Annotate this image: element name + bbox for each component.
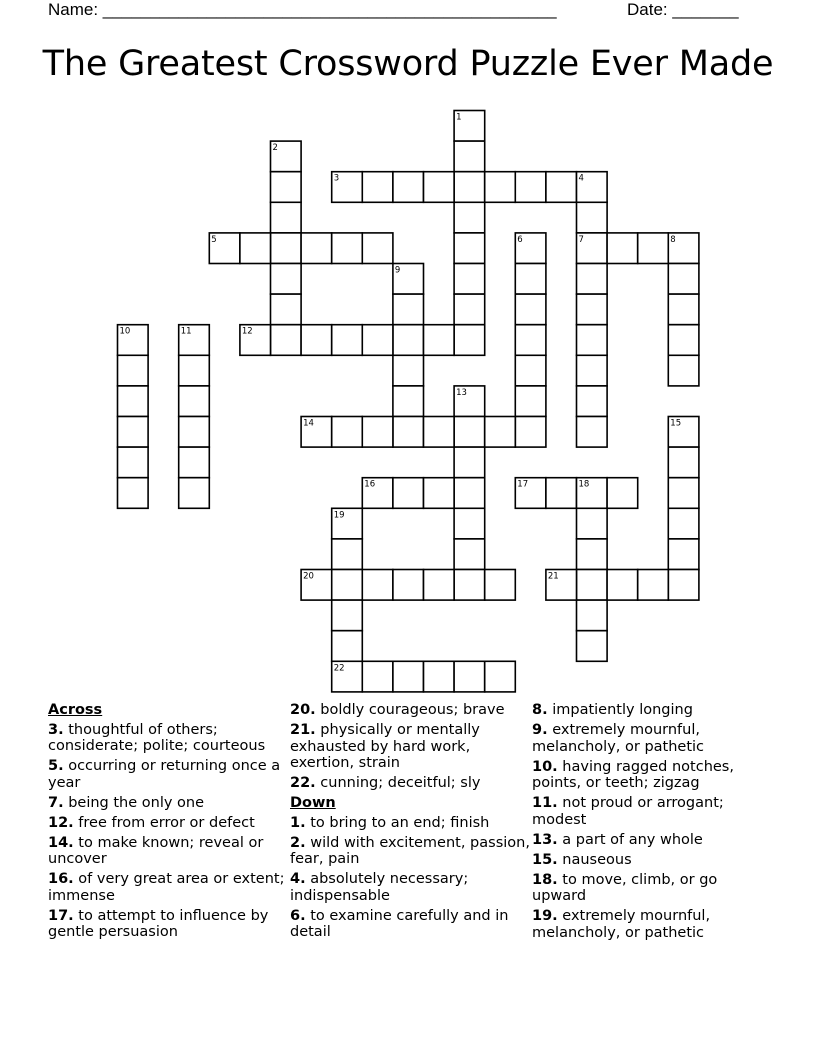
clue-text: extremely mournful, melancholy, or pathetic xyxy=(532,722,705,755)
clue-across xyxy=(48,758,288,791)
clue-text: physically or mentally exhausted by hard work, exertion, strain xyxy=(290,722,480,771)
grid-cell[interactable] xyxy=(362,570,393,601)
clue-number: 7 xyxy=(578,234,584,245)
clue-number: 7. xyxy=(48,794,64,811)
clue-number: 18 xyxy=(578,479,590,490)
clue-down xyxy=(290,871,530,904)
grid-cell[interactable] xyxy=(424,417,455,448)
clue-text: to move, climb, or go upward xyxy=(532,871,718,904)
grid-cell[interactable] xyxy=(332,600,363,631)
grid-cell[interactable] xyxy=(668,447,699,478)
clue-across xyxy=(290,702,530,719)
clue-across xyxy=(290,775,530,792)
grid-cell[interactable] xyxy=(424,172,455,203)
grid-cell[interactable] xyxy=(118,417,149,448)
clue-number: 20. xyxy=(290,702,316,718)
grid-cell[interactable] xyxy=(668,264,699,295)
clue-text: wild with excitement, passion, fear, pain xyxy=(290,834,530,867)
clue-number: 19. xyxy=(532,908,558,924)
across-heading: Across xyxy=(48,702,103,718)
page-title: The Greatest Crossword Puzzle Ever Made xyxy=(42,44,774,84)
grid-cell[interactable] xyxy=(332,417,363,448)
grid-cell[interactable] xyxy=(668,325,699,356)
grid-cell[interactable] xyxy=(271,172,302,203)
grid-cell[interactable] xyxy=(546,172,577,203)
clue-text: a part of any whole xyxy=(562,831,703,848)
clue-number: 3. xyxy=(48,721,64,738)
clue-number: 21. xyxy=(290,722,316,738)
clue-number: 2. xyxy=(290,834,306,851)
grid-cell[interactable] xyxy=(393,325,424,356)
grid-cell[interactable] xyxy=(271,202,302,233)
clue-number: 13 xyxy=(456,387,467,398)
grid-cell[interactable] xyxy=(301,325,332,356)
grid-cell[interactable] xyxy=(454,417,485,448)
grid-cell[interactable] xyxy=(577,294,608,325)
clue-column-1 xyxy=(48,702,288,944)
grid-cell[interactable] xyxy=(393,417,424,448)
grid-cell[interactable] xyxy=(577,600,608,631)
grid-cell[interactable] xyxy=(424,478,455,509)
clue-number: 5 xyxy=(211,234,217,245)
grid-cell[interactable] xyxy=(393,570,424,601)
grid-cell[interactable] xyxy=(454,202,485,233)
clue-down xyxy=(532,852,772,869)
grid-cell[interactable] xyxy=(668,294,699,325)
clue-down xyxy=(532,795,772,828)
grid-cell[interactable] xyxy=(577,355,608,386)
grid-cell[interactable] xyxy=(393,478,424,509)
clue-number: 10. xyxy=(532,758,558,775)
grid-cell[interactable] xyxy=(271,264,302,295)
grid-cell[interactable] xyxy=(424,570,455,601)
grid-cell[interactable] xyxy=(332,631,363,662)
grid-cell[interactable] xyxy=(668,508,699,539)
grid-cell[interactable] xyxy=(118,447,149,478)
grid-cell[interactable] xyxy=(393,661,424,692)
grid-cell[interactable] xyxy=(577,417,608,448)
clue-across xyxy=(48,815,288,832)
grid-cell[interactable] xyxy=(362,325,393,356)
clue-number: 6 xyxy=(517,234,523,245)
grid-cell[interactable] xyxy=(393,386,424,417)
clue-number: 17 xyxy=(517,479,529,490)
clue-number: 16 xyxy=(364,479,376,490)
clue-down xyxy=(532,832,772,849)
grid-cell[interactable] xyxy=(393,172,424,203)
clue-number: 18. xyxy=(532,871,558,888)
clue-text: to attempt to influence by gentle persuasion xyxy=(48,907,269,940)
clue-number: 11. xyxy=(532,795,558,811)
grid-cell[interactable] xyxy=(515,355,546,386)
grid-cell[interactable] xyxy=(668,478,699,509)
grid-cell[interactable] xyxy=(454,508,485,539)
clue-number: 14. xyxy=(48,834,74,851)
clue-across xyxy=(48,795,288,812)
grid-cell[interactable] xyxy=(515,264,546,295)
grid-cell[interactable] xyxy=(515,294,546,325)
clue-number: 4 xyxy=(578,173,584,184)
grid-cell[interactable] xyxy=(454,539,485,570)
grid-cell[interactable] xyxy=(485,570,516,601)
grid-cell[interactable] xyxy=(607,478,638,509)
grid-cell[interactable] xyxy=(668,539,699,570)
clue-number: 15. xyxy=(532,851,558,868)
grid-cell[interactable] xyxy=(179,355,210,386)
grid-cell[interactable] xyxy=(515,172,546,203)
grid-cell[interactable] xyxy=(515,417,546,448)
clue-text: being the only one xyxy=(68,794,205,811)
grid-cell[interactable] xyxy=(546,478,577,509)
clue-number: 6. xyxy=(290,907,306,924)
grid-cell[interactable] xyxy=(485,172,516,203)
clue-number: 13. xyxy=(532,831,558,848)
clue-down xyxy=(532,702,772,719)
grid-cell[interactable] xyxy=(454,478,485,509)
grid-cell[interactable] xyxy=(332,570,363,601)
grid-cell[interactable] xyxy=(424,325,455,356)
clue-text: extremely mournful, melancholy, or pathetic xyxy=(532,908,711,941)
grid-cell[interactable] xyxy=(577,386,608,417)
clue-number: 1 xyxy=(456,112,462,123)
grid-cell[interactable] xyxy=(179,417,210,448)
grid-cell[interactable] xyxy=(424,661,455,692)
grid-cell[interactable] xyxy=(515,386,546,417)
clue-text: absolutely necessary; indispensable xyxy=(290,871,469,904)
clue-text: to examine carefully and in detail xyxy=(290,907,509,940)
grid-cell[interactable] xyxy=(332,233,363,264)
clue-down xyxy=(290,835,530,868)
grid-cell[interactable] xyxy=(577,325,608,356)
grid-cell[interactable] xyxy=(118,478,149,509)
date-field: Date: _______ xyxy=(627,0,739,19)
clue-number: 3 xyxy=(333,173,340,184)
clue-down xyxy=(532,908,772,941)
clue-across xyxy=(48,871,288,904)
grid-cell[interactable] xyxy=(118,355,149,386)
clue-number: 4. xyxy=(290,871,306,887)
clue-number: 9 xyxy=(394,265,401,276)
clue-down xyxy=(290,815,530,832)
grid-cell[interactable] xyxy=(179,447,210,478)
clue-text: free from error or defect xyxy=(78,814,255,831)
grid-cell[interactable] xyxy=(515,325,546,356)
grid-cell[interactable] xyxy=(577,508,608,539)
clue-across xyxy=(48,835,288,868)
grid-cell[interactable] xyxy=(332,539,363,570)
clue-number: 21 xyxy=(547,571,559,582)
grid-cell[interactable] xyxy=(454,447,485,478)
grid-cell[interactable] xyxy=(271,233,302,264)
grid-cell[interactable] xyxy=(577,539,608,570)
grid-cell[interactable] xyxy=(454,141,485,172)
grid-cell[interactable] xyxy=(577,264,608,295)
clue-number: 16. xyxy=(48,871,74,887)
clue-number: 9. xyxy=(532,722,548,738)
grid-cell[interactable] xyxy=(485,417,516,448)
grid-cell[interactable] xyxy=(271,325,302,356)
clue-number: 8. xyxy=(532,702,548,718)
grid-cell[interactable] xyxy=(393,355,424,386)
grid-cell[interactable] xyxy=(454,264,485,295)
clue-text: thoughtful of others; considerate; polite; courteous xyxy=(48,721,266,754)
grid-cell[interactable] xyxy=(393,294,424,325)
clue-number: 19 xyxy=(333,510,345,521)
clue-number: 12 xyxy=(241,326,253,337)
clue-number: 5. xyxy=(48,758,64,774)
grid-cell[interactable] xyxy=(118,386,149,417)
grid-cell[interactable] xyxy=(362,661,393,692)
grid-cell[interactable] xyxy=(577,570,608,601)
clue-across xyxy=(290,722,530,772)
clue-text: to make known; reveal or uncover xyxy=(48,834,264,867)
clue-number: 2 xyxy=(272,143,278,154)
clue-column-3 xyxy=(532,702,772,945)
grid-cell[interactable] xyxy=(668,355,699,386)
clue-text: cunning; deceitful; sly xyxy=(320,775,481,791)
grid-cell[interactable] xyxy=(362,417,393,448)
clue-number: 20 xyxy=(303,571,314,582)
grid-cell[interactable] xyxy=(668,570,699,601)
clue-text: of very great area or extent; immense xyxy=(48,871,285,904)
grid-cell[interactable] xyxy=(454,325,485,356)
grid-cell[interactable] xyxy=(454,233,485,264)
grid-cell[interactable] xyxy=(179,478,210,509)
clue-number: 15 xyxy=(670,418,682,429)
clue-number: 1. xyxy=(290,814,306,831)
clue-down xyxy=(532,872,772,905)
clue-text: occurring or returning once a year xyxy=(48,758,281,791)
grid-cell[interactable] xyxy=(454,570,485,601)
clue-text: impatiently longing xyxy=(552,702,693,718)
clue-down xyxy=(532,759,772,792)
clue-down xyxy=(290,908,530,941)
grid-cell[interactable] xyxy=(638,233,669,264)
clue-number: 10 xyxy=(119,326,131,337)
grid-cell[interactable] xyxy=(454,294,485,325)
grid-cell[interactable] xyxy=(179,386,210,417)
grid-cell[interactable] xyxy=(362,233,393,264)
clue-number: 8 xyxy=(670,234,676,245)
clue-text: boldly courageous; brave xyxy=(320,702,505,718)
grid-cell[interactable] xyxy=(607,233,638,264)
clue-across xyxy=(48,722,288,755)
grid-cell[interactable] xyxy=(454,661,485,692)
grid-cell[interactable] xyxy=(485,661,516,692)
grid-cell[interactable] xyxy=(454,172,485,203)
clue-number: 11 xyxy=(180,326,192,337)
clue-text: nauseous xyxy=(562,851,632,868)
clue-number: 17. xyxy=(48,907,74,924)
grid-cell[interactable] xyxy=(240,233,271,264)
clue-text: having ragged notches, points, or teeth; zigzag xyxy=(532,758,734,791)
clue-text: not proud or arrogant; modest xyxy=(532,795,724,828)
grid-cell[interactable] xyxy=(332,325,363,356)
grid-cell[interactable] xyxy=(577,202,608,233)
grid-cell[interactable] xyxy=(362,172,393,203)
grid-cell[interactable] xyxy=(607,570,638,601)
down-heading: Down xyxy=(290,795,336,811)
grid-cell[interactable] xyxy=(638,570,669,601)
name-field: Name: ________________________________________________ xyxy=(48,0,557,19)
grid-cell[interactable] xyxy=(577,631,608,662)
clue-across xyxy=(48,908,288,941)
grid-cell[interactable] xyxy=(271,294,302,325)
clue-down xyxy=(532,722,772,755)
clue-number: 14 xyxy=(303,418,314,429)
grid-cell[interactable] xyxy=(301,233,332,264)
clue-column-2 xyxy=(290,702,530,944)
clue-number: 22 xyxy=(333,663,345,674)
clue-number: 22. xyxy=(290,775,316,791)
clue-number: 12. xyxy=(48,814,74,831)
clue-text: to bring to an end; finish xyxy=(310,814,490,831)
